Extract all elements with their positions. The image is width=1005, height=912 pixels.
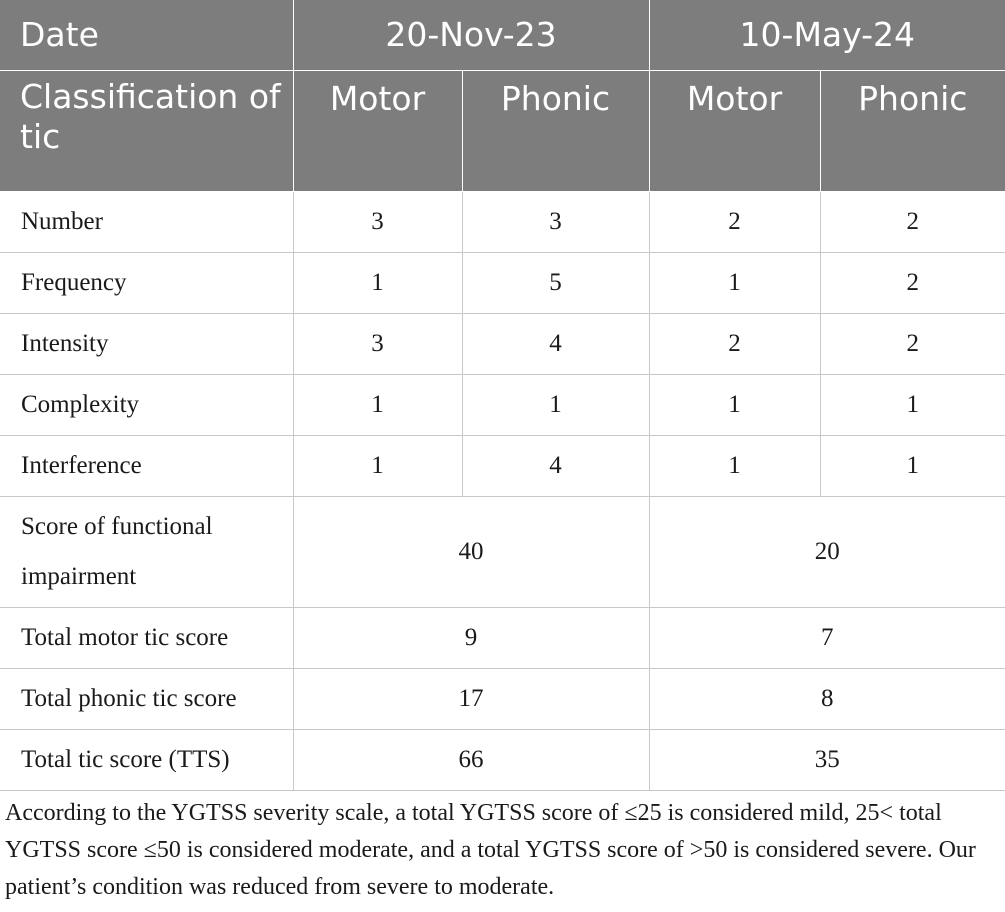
table-row	[0, 497, 1005, 608]
table-row	[0, 253, 1005, 314]
motor1-header: Motor	[293, 71, 462, 192]
table-row	[0, 730, 1005, 791]
phonic1-header: Phonic	[462, 71, 649, 192]
merged-cell-value: 8	[649, 669, 1005, 730]
merged-cell-value: 66	[293, 730, 649, 791]
cell-value: 2	[820, 192, 1005, 253]
cell-value: 2	[820, 314, 1005, 375]
row-label: Score of functional impairment	[0, 497, 293, 608]
table-row	[0, 314, 1005, 375]
cell-value: 1	[293, 436, 462, 497]
table-row	[0, 192, 1005, 253]
merged-cell-value: 7	[649, 608, 1005, 669]
table-footnote: According to the YGTSS severity scale, a total YGTSS score of ≤25 is considered mild, 25< total YGTSS score ≤50 is considered moderate, and a total YGTSS score of >50 is considered severe. Our patient’s condition was reduced from severe to moderate.	[5, 800, 976, 900]
cell-value: 1	[649, 253, 820, 314]
cell-value: 3	[462, 192, 649, 253]
cell-value: 4	[462, 314, 649, 375]
row-label: Interference	[0, 436, 293, 497]
cell-value: 1	[649, 375, 820, 436]
cell-value: 3	[293, 192, 462, 253]
cell-value: 1	[820, 375, 1005, 436]
cell-value: 2	[649, 314, 820, 375]
merged-cell-value: 20	[649, 497, 1005, 608]
cell-value: 5	[462, 253, 649, 314]
date1-header: 20-Nov-23	[293, 0, 649, 71]
table-row	[0, 436, 1005, 497]
date2-header: 10-May-24	[649, 0, 1005, 71]
merged-cell-value: 9	[293, 608, 649, 669]
cell-value: 4	[462, 436, 649, 497]
table-row	[0, 375, 1005, 436]
row-label: Number	[0, 192, 293, 253]
cell-value: 1	[293, 375, 462, 436]
classification-header: Classification of tic	[0, 71, 293, 192]
cell-value: 1	[293, 253, 462, 314]
phonic2-header: Phonic	[820, 71, 1005, 192]
cell-value: 3	[293, 314, 462, 375]
merged-cell-value: 35	[649, 730, 1005, 791]
header-row-date	[0, 0, 1005, 71]
date-header: Date	[0, 0, 293, 71]
cell-value: 2	[820, 253, 1005, 314]
table-row	[0, 669, 1005, 730]
merged-cell-value: 17	[293, 669, 649, 730]
cell-value: 1	[649, 436, 820, 497]
cell-value: 1	[462, 375, 649, 436]
cell-value: 2	[649, 192, 820, 253]
row-label: Complexity	[0, 375, 293, 436]
row-label: Total motor tic score	[0, 608, 293, 669]
row-label: Total phonic tic score	[0, 669, 293, 730]
row-label: Intensity	[0, 314, 293, 375]
row-label: Frequency	[0, 253, 293, 314]
cell-value: 1	[820, 436, 1005, 497]
table-row	[0, 608, 1005, 669]
merged-cell-value: 40	[293, 497, 649, 608]
row-label: Total tic score (TTS)	[0, 730, 293, 791]
header-row-classification	[0, 71, 1005, 192]
motor2-header: Motor	[649, 71, 820, 192]
